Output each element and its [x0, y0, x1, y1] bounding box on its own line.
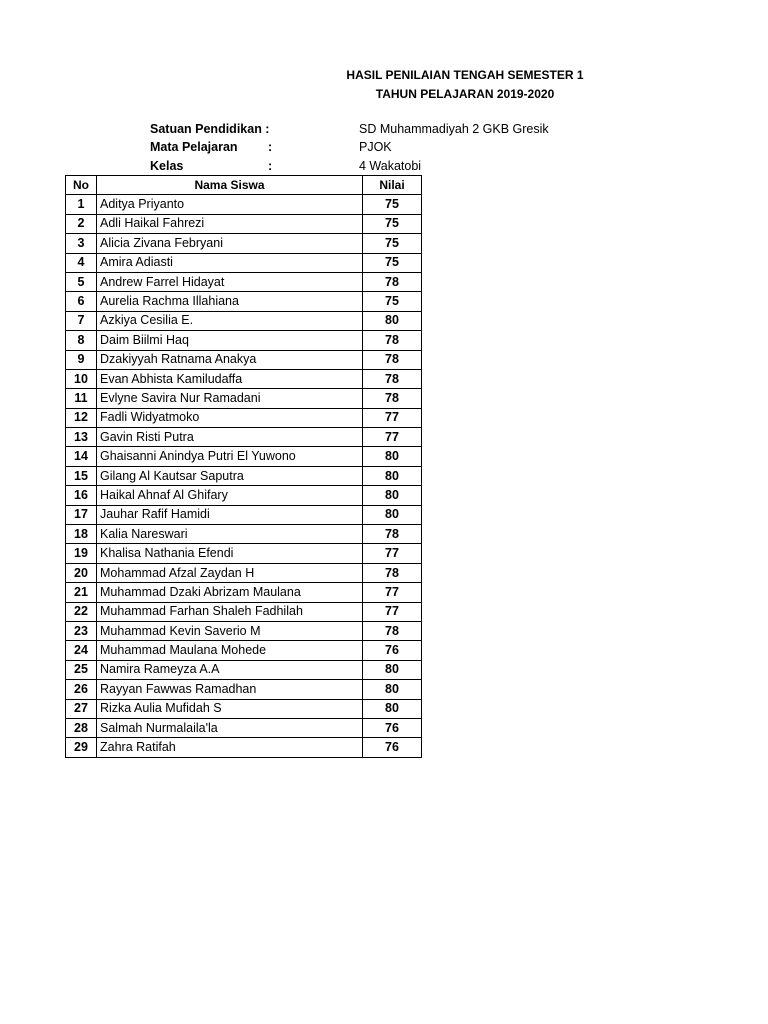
table-row: [66, 583, 422, 602]
table-row: [66, 234, 422, 253]
student-score: 78: [363, 272, 422, 291]
student-score: 77: [363, 428, 422, 447]
row-number: 5: [66, 272, 97, 291]
student-name: Andrew Farrel Hidayat: [97, 272, 363, 291]
row-number: 4: [66, 253, 97, 272]
table-body: [66, 195, 422, 757]
student-name: Kalia Nareswari: [97, 525, 363, 544]
table-row: [66, 486, 422, 505]
info-value-class: 4 Wakatobi: [359, 159, 422, 173]
row-number: 6: [66, 292, 97, 311]
row-number: 29: [66, 738, 97, 757]
student-score: 77: [363, 544, 422, 563]
student-name: Namira Rameyza A.A: [97, 660, 363, 679]
row-number: 3: [66, 234, 97, 253]
student-score: 78: [363, 621, 422, 640]
student-score: 80: [363, 311, 422, 330]
student-score: 78: [363, 331, 422, 350]
row-number: 19: [66, 544, 97, 563]
student-name: Muhammad Dzaki Abrizam Maulana: [97, 583, 363, 602]
table-row: [66, 389, 422, 408]
student-score: 75: [363, 195, 422, 214]
table-row: [66, 544, 422, 563]
table-row: [66, 272, 422, 291]
grades-table: [65, 175, 422, 758]
row-number: 27: [66, 699, 97, 718]
student-name: Dzakiyyah Ratnama Anakya: [97, 350, 363, 369]
table-row: [66, 738, 422, 757]
table-row: [66, 292, 422, 311]
table-row: [66, 602, 422, 621]
student-score: 76: [363, 641, 422, 660]
student-score: 76: [363, 718, 422, 737]
row-number: 15: [66, 466, 97, 485]
student-name: Aditya Priyanto: [97, 195, 363, 214]
table-row: [66, 525, 422, 544]
table-row: [66, 311, 422, 330]
student-name: Muhammad Farhan Shaleh Fadhilah: [97, 602, 363, 621]
table-row: [66, 447, 422, 466]
student-score: 80: [363, 466, 422, 485]
info-colon-subject: :: [268, 140, 273, 154]
student-name: Alicia Zivana Febryani: [97, 234, 363, 253]
student-name: Fadli Widyatmoko: [97, 408, 363, 427]
header-no: No: [66, 176, 97, 195]
student-score: 75: [363, 214, 422, 233]
student-name: Aurelia Rachma Illahiana: [97, 292, 363, 311]
student-name: Zahra Ratifah: [97, 738, 363, 757]
student-name: Evan Abhista Kamiludaffa: [97, 369, 363, 388]
student-score: 80: [363, 447, 422, 466]
row-number: 14: [66, 447, 97, 466]
student-score: 77: [363, 602, 422, 621]
table-row: [66, 369, 422, 388]
row-number: 11: [66, 389, 97, 408]
info-label-class: Kelas: [150, 159, 184, 173]
student-score: 76: [363, 738, 422, 757]
student-name: Khalisa Nathania Efendi: [97, 544, 363, 563]
student-score: 80: [363, 660, 422, 679]
student-name: Jauhar Rafif Hamidi: [97, 505, 363, 524]
student-name: Gilang Al Kautsar Saputra: [97, 466, 363, 485]
table-row: [66, 505, 422, 524]
student-score: 78: [363, 350, 422, 369]
student-score: 77: [363, 408, 422, 427]
table-row: [66, 680, 422, 699]
row-number: 28: [66, 718, 97, 737]
report-title: HASIL PENILAIAN TENGAH SEMESTER 1: [346, 68, 584, 82]
table-row: [66, 563, 422, 582]
student-score: 75: [363, 253, 422, 272]
row-number: 2: [66, 214, 97, 233]
student-score: 78: [363, 563, 422, 582]
table-row: [66, 408, 422, 427]
table-row: [66, 641, 422, 660]
row-number: 9: [66, 350, 97, 369]
table-row: [66, 195, 422, 214]
student-score: 80: [363, 680, 422, 699]
table-header-row: [66, 176, 422, 195]
student-name: Haikal Ahnaf Al Ghifary: [97, 486, 363, 505]
row-number: 16: [66, 486, 97, 505]
student-score: 75: [363, 234, 422, 253]
table-row: [66, 253, 422, 272]
info-value-school: SD Muhammadiyah 2 GKB Gresik: [359, 122, 549, 136]
row-number: 8: [66, 331, 97, 350]
student-name: Ghaisanni Anindya Putri El Yuwono: [97, 447, 363, 466]
student-score: 80: [363, 486, 422, 505]
header-score: Nilai: [363, 176, 422, 195]
table-row: [66, 350, 422, 369]
student-name: Rayyan Fawwas Ramadhan: [97, 680, 363, 699]
row-number: 21: [66, 583, 97, 602]
row-number: 20: [66, 563, 97, 582]
student-score: 75: [363, 292, 422, 311]
row-number: 18: [66, 525, 97, 544]
report-subtitle: TAHUN PELAJARAN 2019-2020: [375, 87, 555, 101]
student-score: 78: [363, 369, 422, 388]
student-score: 80: [363, 505, 422, 524]
student-name: Gavin Risti Putra: [97, 428, 363, 447]
row-number: 17: [66, 505, 97, 524]
table-row: [66, 621, 422, 640]
row-number: 10: [66, 369, 97, 388]
row-number: 13: [66, 428, 97, 447]
row-number: 26: [66, 680, 97, 699]
table-row: [66, 428, 422, 447]
info-colon-class: :: [268, 159, 273, 173]
row-number: 23: [66, 621, 97, 640]
table-row: [66, 699, 422, 718]
row-number: 7: [66, 311, 97, 330]
student-name: Daim Biilmi Haq: [97, 331, 363, 350]
student-name: Amira Adiasti: [97, 253, 363, 272]
table-row: [66, 660, 422, 679]
row-number: 12: [66, 408, 97, 427]
row-number: 22: [66, 602, 97, 621]
table-row: [66, 331, 422, 350]
student-score: 80: [363, 699, 422, 718]
row-number: 25: [66, 660, 97, 679]
student-score: 78: [363, 389, 422, 408]
info-label-school: Satuan Pendidikan :: [150, 122, 270, 136]
student-name: Rizka Aulia Mufidah S: [97, 699, 363, 718]
info-label-subject: Mata Pelajaran: [150, 140, 238, 154]
student-score: 77: [363, 583, 422, 602]
info-value-subject: PJOK: [359, 140, 392, 154]
student-name: Muhammad Maulana Mohede: [97, 641, 363, 660]
table-row: [66, 718, 422, 737]
student-name: Mohammad Afzal Zaydan H: [97, 563, 363, 582]
row-number: 24: [66, 641, 97, 660]
student-name: Adli Haikal Fahrezi: [97, 214, 363, 233]
student-name: Salmah Nurmalaila'la: [97, 718, 363, 737]
row-number: 1: [66, 195, 97, 214]
student-name: Evlyne Savira Nur Ramadani: [97, 389, 363, 408]
table-row: [66, 466, 422, 485]
header-name: Nama Siswa: [97, 176, 363, 195]
student-name: Azkiya Cesilia E.: [97, 311, 363, 330]
table-row: [66, 214, 422, 233]
student-score: 78: [363, 525, 422, 544]
student-name: Muhammad Kevin Saverio M: [97, 621, 363, 640]
